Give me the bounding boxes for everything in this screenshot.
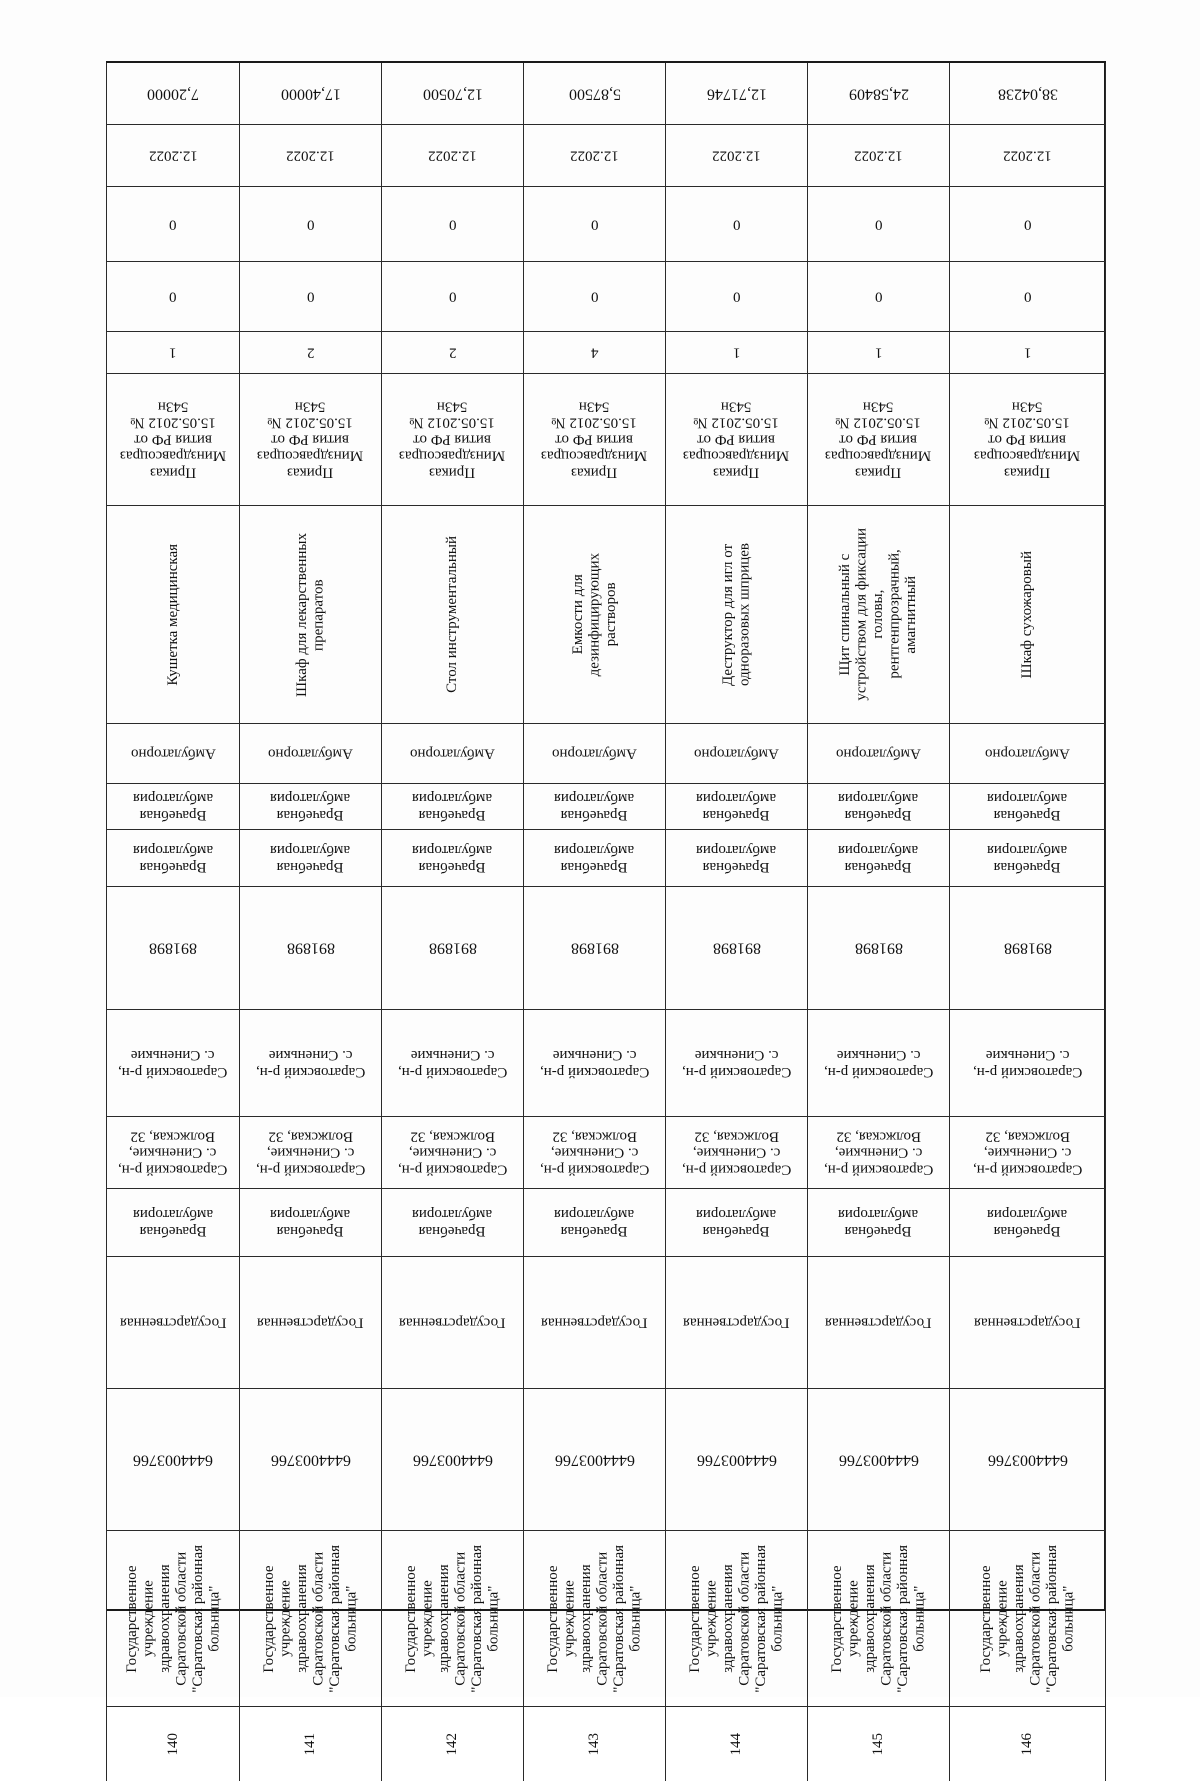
cell-ownership-form-text: Государственная: [974, 1314, 1081, 1331]
cell-code: [382, 887, 524, 1010]
cell-code: [808, 887, 950, 1010]
cell-amount: [666, 63, 808, 125]
cell-code-text: 891898: [712, 939, 761, 957]
cell-care-type-text: Амбулаторно: [985, 745, 1070, 762]
cell-locality: [950, 1010, 1106, 1117]
cell-unit-2: [382, 784, 524, 830]
cell-quantity: [950, 332, 1106, 374]
cell-period-text: 12.2022: [428, 147, 477, 164]
cell-ownership-form: [106, 1257, 240, 1389]
cell-code-text: 891898: [854, 939, 903, 957]
cell-unit-2: [524, 784, 666, 830]
cell-value-2: [524, 187, 666, 262]
cell-address-text: Саратовский р-н, с. Синенькие, Волжская, 32: [681, 1128, 792, 1178]
cell-order: [524, 374, 666, 506]
cell-locality: [808, 1010, 950, 1117]
cell-ownership-form-text: Государственная: [257, 1314, 364, 1331]
cell-code: [524, 887, 666, 1010]
cell-amount-text: 12,71746: [706, 85, 767, 103]
cell-organization: [382, 1531, 524, 1707]
cell-unit-2: [950, 784, 1106, 830]
cell-unit-1-text: Врачебная амбулатория: [987, 842, 1068, 875]
cell-equipment-text: Щит спинальный с устройством для фиксации головы, рентгенпрозрачный, амагнитный: [837, 528, 920, 701]
cell-department-text: Врачебная амбулатория: [270, 1206, 351, 1239]
cell-locality-text: Саратовский р-н, с. Синенькие: [255, 1047, 366, 1080]
cell-organization-text: Государственное учреждение здравоохранения Саратовской области "Саратовская районная больница": [687, 1544, 786, 1693]
cell-order-text: Приказ Минздравсоцраз вития РФ от 15.05.2012 № 543н: [119, 398, 227, 481]
cell-organization: [524, 1531, 666, 1707]
cell-care-type-text: Амбулаторно: [552, 745, 637, 762]
cell-amount: [240, 63, 382, 125]
cell-locality-text: Саратовский р-н, с. Синенькие: [397, 1047, 508, 1080]
cell-code: [666, 887, 808, 1010]
cell-address: [106, 1117, 240, 1189]
cell-ownership-form: [950, 1257, 1106, 1389]
cell-order-text: Приказ Минздравсоцраз вития РФ от 15.05.2012 № 543н: [257, 398, 364, 481]
cell-row-number-text: 146: [1019, 1732, 1036, 1756]
cell-unit-2-text: Врачебная амбулатория: [132, 790, 214, 823]
cell-department-text: Врачебная амбулатория: [554, 1206, 635, 1239]
cell-amount-text: 7,20000: [147, 85, 199, 103]
cell-inn-text: 6444003766: [270, 1451, 351, 1469]
cell-organization: [666, 1531, 808, 1707]
cell-period: [524, 125, 666, 187]
cell-locality: [382, 1010, 524, 1117]
cell-value-2: [808, 187, 950, 262]
cell-period: [382, 125, 524, 187]
cell-amount: [382, 63, 524, 125]
cell-code-text: 891898: [1003, 939, 1052, 957]
cell-address-text: Саратовский р-н, с. Синенькие, Волжская, 32: [118, 1128, 228, 1178]
cell-inn-text: 6444003766: [133, 1451, 213, 1469]
cell-department-text: Врачебная амбулатория: [987, 1206, 1068, 1239]
cell-amount-text: 5,87500: [568, 85, 621, 103]
cell-address-text: Саратовский р-н, с. Синенькие, Волжская, 32: [972, 1128, 1083, 1178]
cell-locality: [524, 1010, 666, 1117]
cell-unit-1: [950, 830, 1106, 887]
cell-department-text: Врачебная амбулатория: [696, 1206, 777, 1239]
cell-row-number-text: 142: [444, 1732, 461, 1756]
cell-care-type: [666, 724, 808, 784]
cell-value-1-text: 0: [169, 288, 177, 305]
cell-order: [950, 374, 1106, 506]
cell-unit-1-text: Врачебная амбулатория: [132, 842, 214, 875]
cell-period-text: 12.2022: [854, 147, 903, 164]
cell-equipment: [808, 506, 950, 724]
cell-row-number: [240, 1707, 382, 1781]
cell-order: [808, 374, 950, 506]
cell-amount-text: 24,58409: [848, 85, 909, 103]
cell-amount-text: 38,04238: [997, 85, 1058, 103]
cell-amount-text: 17,40000: [280, 85, 341, 103]
cell-value-2-text: 0: [1023, 216, 1032, 233]
cell-unit-1-text: Врачебная амбулатория: [554, 842, 635, 875]
cell-ownership-form: [240, 1257, 382, 1389]
cell-address: [808, 1117, 950, 1189]
cell-care-type: [240, 724, 382, 784]
cell-unit-1-text: Врачебная амбулатория: [838, 842, 919, 875]
cell-order: [106, 374, 240, 506]
cell-unit-1: [240, 830, 382, 887]
cell-inn-text: 6444003766: [987, 1451, 1068, 1469]
cell-code: [240, 887, 382, 1010]
cell-value-2-text: 0: [732, 216, 741, 233]
cell-organization-text: Государственное учреждение здравоохранения Саратовской области "Саратовская районная больница": [978, 1544, 1077, 1693]
cell-address: [666, 1117, 808, 1189]
cell-period-text: 12.2022: [286, 147, 335, 164]
cell-row-number-text: 140: [164, 1732, 181, 1756]
cell-period: [950, 125, 1106, 187]
cell-equipment: [524, 506, 666, 724]
cell-unit-1-text: Врачебная амбулатория: [270, 842, 351, 875]
cell-address: [382, 1117, 524, 1189]
cell-unit-1: [808, 830, 950, 887]
cell-period-text: 12.2022: [712, 147, 761, 164]
cell-department: [950, 1189, 1106, 1257]
cell-organization: [240, 1531, 382, 1707]
cell-row-number: [382, 1707, 524, 1781]
cell-care-type: [524, 724, 666, 784]
cell-unit-2: [106, 784, 240, 830]
cell-care-type-text: Амбулаторно: [130, 745, 216, 762]
cell-equipment-text: Шкаф сухожаровый: [1019, 550, 1036, 679]
cell-value-1: [666, 262, 808, 332]
cell-equipment-text: Стол инструментальный: [444, 536, 461, 693]
cell-locality-text: Саратовский р-н, с. Синенькие: [972, 1047, 1083, 1080]
cell-care-type: [106, 724, 240, 784]
cell-quantity: [524, 332, 666, 374]
cell-period-text: 12.2022: [1003, 147, 1052, 164]
cell-quantity: [240, 332, 382, 374]
cell-order-text: Приказ Минздравсоцраз вития РФ от 15.05.2012 № 543н: [683, 398, 790, 481]
cell-amount: [950, 63, 1106, 125]
cell-row-number: [808, 1707, 950, 1781]
cell-amount-text: 12,70500: [422, 85, 483, 103]
cell-organization: [808, 1531, 950, 1707]
cell-row-number-text: 143: [586, 1732, 603, 1756]
cell-equipment-text: Кушетка медицинская: [164, 543, 181, 686]
cell-department-text: Врачебная амбулатория: [132, 1206, 214, 1239]
cell-ownership-form-text: Государственная: [683, 1314, 790, 1331]
cell-value-2-text: 0: [169, 216, 177, 233]
cell-care-type: [950, 724, 1106, 784]
cell-order-text: Приказ Минздравсоцраз вития РФ от 15.05.2012 № 543н: [399, 398, 506, 481]
cell-unit-2-text: Врачебная амбулатория: [987, 790, 1068, 823]
cell-inn: [666, 1389, 808, 1531]
cell-quantity-text: 4: [590, 344, 599, 361]
cell-order: [382, 374, 524, 506]
cell-value-2-text: 0: [448, 216, 457, 233]
cell-locality: [240, 1010, 382, 1117]
cell-order: [240, 374, 382, 506]
cell-value-2-text: 0: [590, 216, 599, 233]
cell-period: [106, 125, 240, 187]
cell-organization-text: Государственное учреждение здравоохранения Саратовской области "Саратовская районная больница": [545, 1544, 644, 1693]
cell-value-1: [240, 262, 382, 332]
cell-care-type: [808, 724, 950, 784]
cell-quantity-text: 2: [306, 344, 315, 361]
cell-inn-text: 6444003766: [696, 1451, 777, 1469]
cell-ownership-form: [382, 1257, 524, 1389]
cell-unit-2-text: Врачебная амбулатория: [554, 790, 635, 823]
cell-care-type: [382, 724, 524, 784]
cell-code-text: 891898: [149, 939, 197, 957]
cell-address-text: Саратовский р-н, с. Синенькие, Волжская, 32: [823, 1128, 934, 1178]
cell-unit-2-text: Врачебная амбулатория: [270, 790, 351, 823]
cell-code-text: 891898: [428, 939, 477, 957]
cell-locality-text: Саратовский р-н, с. Синенькие: [681, 1047, 792, 1080]
cell-unit-1-text: Врачебная амбулатория: [412, 842, 493, 875]
cell-organization-text: Государственное учреждение здравоохранения Саратовской области "Саратовская районная больница": [403, 1544, 502, 1693]
cell-unit-2-text: Врачебная амбулатория: [412, 790, 493, 823]
cell-period: [666, 125, 808, 187]
cell-ownership-form: [666, 1257, 808, 1389]
cell-quantity-text: 1: [169, 344, 177, 361]
cell-locality-text: Саратовский р-н, с. Синенькие: [539, 1047, 650, 1080]
cell-unit-1: [666, 830, 808, 887]
cell-value-1-text: 0: [732, 288, 741, 305]
cell-locality: [106, 1010, 240, 1117]
cell-quantity-text: 2: [448, 344, 457, 361]
cell-order: [666, 374, 808, 506]
cell-inn-text: 6444003766: [838, 1451, 919, 1469]
cell-value-1-text: 0: [874, 288, 883, 305]
cell-inn: [808, 1389, 950, 1531]
cell-value-2: [950, 187, 1106, 262]
cell-code: [106, 887, 240, 1010]
cell-organization: [106, 1531, 240, 1707]
cell-care-type-text: Амбулаторно: [694, 745, 779, 762]
cell-unit-2-text: Врачебная амбулатория: [838, 790, 919, 823]
cell-equipment: [382, 506, 524, 724]
cell-value-2: [240, 187, 382, 262]
cell-amount: [808, 63, 950, 125]
cell-equipment-text: Шкаф для лекарственных препаратов: [294, 532, 327, 697]
cell-care-type-text: Амбулаторно: [410, 745, 495, 762]
cell-code: [950, 887, 1106, 1010]
cell-value-2-text: 0: [306, 216, 315, 233]
cell-quantity-text: 1: [1023, 344, 1032, 361]
cell-row-number: [950, 1707, 1106, 1781]
cell-locality-text: Саратовский р-н, с. Синенькие: [118, 1047, 228, 1080]
cell-equipment: [950, 506, 1106, 724]
cell-code-text: 891898: [570, 939, 619, 957]
cell-row-number-text: 144: [728, 1732, 745, 1756]
cell-equipment: [666, 506, 808, 724]
cell-value-1: [382, 262, 524, 332]
cell-organization-text: Государственное учреждение здравоохранения Саратовской области "Саратовская районная больница": [261, 1544, 360, 1693]
cell-value-2: [106, 187, 240, 262]
cell-unit-1: [106, 830, 240, 887]
cell-locality-text: Саратовский р-н, с. Синенькие: [823, 1047, 934, 1080]
cell-address-text: Саратовский р-н, с. Синенькие, Волжская, 32: [255, 1128, 366, 1178]
cell-value-1-text: 0: [448, 288, 457, 305]
cell-row-number-text: 141: [302, 1732, 319, 1756]
cell-value-2-text: 0: [874, 216, 883, 233]
cell-address: [524, 1117, 666, 1189]
cell-inn: [524, 1389, 666, 1531]
cell-unit-2: [240, 784, 382, 830]
cell-quantity: [666, 332, 808, 374]
cell-ownership-form-text: Государственная: [119, 1314, 227, 1331]
cell-department: [382, 1189, 524, 1257]
cell-unit-1: [382, 830, 524, 887]
cell-quantity: [382, 332, 524, 374]
cell-inn: [106, 1389, 240, 1531]
cell-value-1-text: 0: [306, 288, 315, 305]
cell-order-text: Приказ Минздравсоцраз вития РФ от 15.05.2012 № 543н: [541, 398, 648, 481]
cell-period: [808, 125, 950, 187]
cell-value-1: [106, 262, 240, 332]
cell-period-text: 12.2022: [570, 147, 619, 164]
cell-inn: [382, 1389, 524, 1531]
cell-department-text: Врачебная амбулатория: [838, 1206, 919, 1239]
cell-department: [106, 1189, 240, 1257]
cell-unit-1-text: Врачебная амбулатория: [696, 842, 777, 875]
cell-row-number: [106, 1707, 240, 1781]
cell-equipment: [240, 506, 382, 724]
cell-address: [950, 1117, 1106, 1189]
cell-department: [666, 1189, 808, 1257]
cell-row-number-text: 145: [870, 1732, 887, 1756]
cell-inn-text: 6444003766: [412, 1451, 493, 1469]
cell-equipment: [106, 506, 240, 724]
cell-address-text: Саратовский р-н, с. Синенькие, Волжская, 32: [539, 1128, 650, 1178]
cell-ownership-form-text: Государственная: [541, 1314, 648, 1331]
cell-department-text: Врачебная амбулатория: [412, 1206, 493, 1239]
cell-amount: [106, 63, 240, 125]
cell-address: [240, 1117, 382, 1189]
cell-row-number: [666, 1707, 808, 1781]
cell-organization-text: Государственное учреждение здравоохранения Саратовской области "Саратовская районная больница": [123, 1544, 222, 1693]
cell-code-text: 891898: [286, 939, 335, 957]
cell-department: [240, 1189, 382, 1257]
cell-value-2: [666, 187, 808, 262]
cell-ownership-form-text: Государственная: [399, 1314, 506, 1331]
cell-equipment-text: Деструктор для игл от одноразовых шприцев: [720, 542, 753, 686]
cell-equipment-text: Емкости для дезинфицирующих растворов: [569, 552, 619, 677]
cell-unit-1: [524, 830, 666, 887]
cell-order-text: Приказ Минздравсоцраз вития РФ от 15.05.2012 № 543н: [825, 398, 932, 481]
cell-unit-2: [666, 784, 808, 830]
cell-order-text: Приказ Минздравсоцраз вития РФ от 15.05.2012 № 543н: [974, 398, 1081, 481]
cell-department: [808, 1189, 950, 1257]
cell-ownership-form: [808, 1257, 950, 1389]
cell-value-1: [808, 262, 950, 332]
cell-unit-2-text: Врачебная амбулатория: [696, 790, 777, 823]
cell-ownership-form: [524, 1257, 666, 1389]
cell-value-1: [524, 262, 666, 332]
cell-inn: [240, 1389, 382, 1531]
cell-quantity: [106, 332, 240, 374]
cell-care-type-text: Амбулаторно: [268, 745, 353, 762]
cell-row-number: [524, 1707, 666, 1781]
cell-quantity-text: 1: [732, 344, 741, 361]
cell-period-text: 12.2022: [148, 147, 198, 164]
cell-value-1-text: 0: [590, 288, 599, 305]
cell-value-1: [950, 262, 1106, 332]
equipment-table: [106, 61, 1106, 1756]
cell-ownership-form-text: Государственная: [825, 1314, 932, 1331]
cell-care-type-text: Амбулаторно: [836, 745, 921, 762]
cell-period: [240, 125, 382, 187]
cell-inn: [950, 1389, 1106, 1531]
cell-locality: [666, 1010, 808, 1117]
cell-unit-2: [808, 784, 950, 830]
cell-quantity-text: 1: [874, 344, 883, 361]
cell-organization-text: Государственное учреждение здравоохранения Саратовской области "Саратовская районная больница": [829, 1544, 928, 1693]
cell-organization: [950, 1531, 1106, 1707]
cell-inn-text: 6444003766: [554, 1451, 635, 1469]
cell-department: [524, 1189, 666, 1257]
cell-value-1-text: 0: [1023, 288, 1032, 305]
cell-address-text: Саратовский р-н, с. Синенькие, Волжская, 32: [397, 1128, 508, 1178]
cell-value-2: [382, 187, 524, 262]
cell-amount: [524, 63, 666, 125]
cell-quantity: [808, 332, 950, 374]
